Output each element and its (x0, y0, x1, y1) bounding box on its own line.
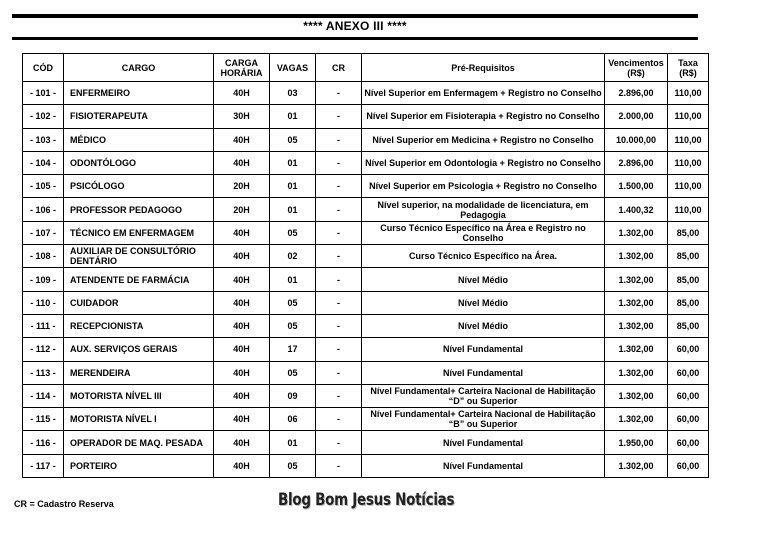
cell-cod: - 116 - (23, 431, 64, 454)
cell-cr: - (316, 221, 362, 244)
cell-taxa: 110,00 (668, 151, 709, 174)
cell-cod: - 107 - (23, 221, 64, 244)
cell-prerequisitos: Nível Fundamental (362, 431, 605, 454)
cell-cod: - 109 - (23, 268, 64, 291)
cell-vagas: 05 (270, 314, 316, 337)
col-header-vagas: VAGAS (270, 54, 316, 82)
cell-vagas: 01 (270, 105, 316, 128)
cell-cr: - (316, 431, 362, 454)
bottom-rule (12, 37, 698, 40)
col-header-cod: CÓD (23, 54, 64, 82)
cell-cod: - 113 - (23, 361, 64, 384)
cell-prerequisitos: Nível Superior em Fisioterapia + Registro no Conselho (362, 105, 605, 128)
cell-carga: 20H (214, 175, 270, 198)
cell-cod: - 106 - (23, 198, 64, 221)
cell-cargo: RECEPCIONISTA (64, 314, 214, 337)
cell-taxa: 85,00 (668, 314, 709, 337)
table-row (23, 431, 709, 454)
cell-vencimentos: 1.302,00 (605, 361, 668, 384)
cell-vagas: 05 (270, 221, 316, 244)
table-row (23, 384, 709, 407)
cell-vagas: 03 (270, 82, 316, 105)
cell-cod: - 110 - (23, 291, 64, 314)
cell-carga: 40H (214, 314, 270, 337)
cell-carga: 40H (214, 82, 270, 105)
cell-cr: - (316, 245, 362, 268)
cell-taxa: 85,00 (668, 268, 709, 291)
cell-vagas: 01 (270, 175, 316, 198)
cell-cargo: FISIOTERAPEUTA (64, 105, 214, 128)
cell-prerequisitos: Nível Fundamental+ Carteira Nacional de Habilitação “B” ou Superior (362, 408, 605, 431)
cell-taxa: 110,00 (668, 82, 709, 105)
cell-cod: - 105 - (23, 175, 64, 198)
cell-taxa: 110,00 (668, 175, 709, 198)
cell-cr: - (316, 384, 362, 407)
watermark: Blog Bom Jesus Notícias (278, 490, 455, 510)
cell-vagas: 01 (270, 268, 316, 291)
cell-taxa: 85,00 (668, 221, 709, 244)
cell-taxa: 60,00 (668, 454, 709, 477)
cell-taxa: 60,00 (668, 431, 709, 454)
cell-prerequisitos: Nível Superior em Enfermagem + Registro no Conselho (362, 82, 605, 105)
cell-prerequisitos: Nível Superior em Medicina + Registro no Conselho (362, 128, 605, 151)
cell-prerequisitos: Nível Médio (362, 314, 605, 337)
cell-vencimentos: 2.896,00 (605, 82, 668, 105)
table-row (23, 338, 709, 361)
cell-carga: 30H (214, 105, 270, 128)
cell-cargo: ENFERMEIRO (64, 82, 214, 105)
cell-carga: 40H (214, 384, 270, 407)
cell-cargo: MOTORISTA NÍVEL III (64, 384, 214, 407)
col-header-vencimentos: Vencimentos (R$) (605, 54, 668, 82)
cell-taxa: 110,00 (668, 105, 709, 128)
cell-vencimentos: 1.302,00 (605, 384, 668, 407)
cell-cr: - (316, 361, 362, 384)
table-row (23, 198, 709, 221)
cell-cod: - 114 - (23, 384, 64, 407)
cell-prerequisitos: Nível Superior em Psicologia + Registro no Conselho (362, 175, 605, 198)
cell-cargo: PSICÓLOGO (64, 175, 214, 198)
table-row (23, 82, 709, 105)
cell-cr: - (316, 291, 362, 314)
cell-cargo: CUIDADOR (64, 291, 214, 314)
header-row (23, 54, 709, 82)
cell-prerequisitos: Nível Fundamental+ Carteira Nacional de Habilitação “D” ou Superior (362, 384, 605, 407)
table-row (23, 245, 709, 268)
cell-taxa: 110,00 (668, 128, 709, 151)
cell-vencimentos: 1.302,00 (605, 338, 668, 361)
cell-prerequisitos: Nível Superior em Odontologia + Registro no Conselho (362, 151, 605, 174)
cell-vencimentos: 2.000,00 (605, 105, 668, 128)
cell-cr: - (316, 268, 362, 291)
table-row (23, 175, 709, 198)
cell-carga: 40H (214, 408, 270, 431)
cell-cargo: AUXILIAR DE CONSULTÓRIO DENTÁRIO (64, 245, 214, 268)
footnote: CR = Cadastro Reserva (14, 499, 114, 509)
cell-cod: - 117 - (23, 454, 64, 477)
cell-vencimentos: 1.302,00 (605, 245, 668, 268)
cell-prerequisitos: Nível Fundamental (362, 361, 605, 384)
cell-cargo: MERENDEIRA (64, 361, 214, 384)
cell-carga: 40H (214, 291, 270, 314)
table-row (23, 454, 709, 477)
cell-carga: 40H (214, 338, 270, 361)
cell-vagas: 05 (270, 291, 316, 314)
annex-title: **** ANEXO III **** (303, 19, 407, 33)
cell-vagas: 06 (270, 408, 316, 431)
cell-vencimentos: 2.896,00 (605, 151, 668, 174)
cell-prerequisitos: Nível superior, na modalidade de licenciatura, em Pedagogia (362, 198, 605, 221)
top-rule (12, 14, 698, 18)
cell-vagas: 09 (270, 384, 316, 407)
cell-taxa: 110,00 (668, 198, 709, 221)
cell-vagas: 01 (270, 431, 316, 454)
positions-table (22, 53, 709, 478)
cell-prerequisitos: Nível Fundamental (362, 454, 605, 477)
cell-cod: - 103 - (23, 128, 64, 151)
cell-taxa: 60,00 (668, 361, 709, 384)
cell-prerequisitos: Nível Fundamental (362, 338, 605, 361)
col-header-cargo: CARGO (64, 54, 214, 82)
table-row (23, 151, 709, 174)
table-row (23, 105, 709, 128)
cell-vagas: 05 (270, 361, 316, 384)
cell-carga: 40H (214, 151, 270, 174)
col-header-carga: CARGA HORÁRIA (214, 54, 270, 82)
cell-vencimentos: 1.302,00 (605, 268, 668, 291)
cell-carga: 40H (214, 128, 270, 151)
cell-prerequisitos: Curso Técnico Específico na Área e Registro no Conselho (362, 221, 605, 244)
cell-cargo: PROFESSOR PEDAGOGO (64, 198, 214, 221)
cell-cargo: ODONTÓLOGO (64, 151, 214, 174)
cell-cr: - (316, 338, 362, 361)
cell-cr: - (316, 175, 362, 198)
cell-cod: - 112 - (23, 338, 64, 361)
cell-cargo: OPERADOR DE MAQ. PESADA (64, 431, 214, 454)
cell-vagas: 17 (270, 338, 316, 361)
cell-taxa: 60,00 (668, 338, 709, 361)
cell-vagas: 02 (270, 245, 316, 268)
cell-carga: 40H (214, 268, 270, 291)
cell-prerequisitos: Nível Médio (362, 291, 605, 314)
cell-vencimentos: 1.302,00 (605, 221, 668, 244)
cell-cargo: TÉCNICO EM ENFERMAGEM (64, 221, 214, 244)
col-header-taxa: Taxa (R$) (668, 54, 709, 82)
cell-cr: - (316, 198, 362, 221)
cell-carga: 40H (214, 221, 270, 244)
cell-carga: 40H (214, 431, 270, 454)
cell-cr: - (316, 128, 362, 151)
cell-cod: - 108 - (23, 245, 64, 268)
cell-cargo: MOTORISTA NÍVEL I (64, 408, 214, 431)
cell-taxa: 85,00 (668, 291, 709, 314)
cell-vencimentos: 1.302,00 (605, 291, 668, 314)
cell-cargo: PORTEIRO (64, 454, 214, 477)
cell-cod: - 115 - (23, 408, 64, 431)
cell-vagas: 01 (270, 198, 316, 221)
cell-carga: 40H (214, 245, 270, 268)
cell-cod: - 102 - (23, 105, 64, 128)
cell-taxa: 60,00 (668, 408, 709, 431)
cell-vencimentos: 10.000,00 (605, 128, 668, 151)
table-row (23, 268, 709, 291)
cell-carga: 40H (214, 454, 270, 477)
cell-cod: - 104 - (23, 151, 64, 174)
cell-cr: - (316, 314, 362, 337)
cell-vencimentos: 1.950,00 (605, 431, 668, 454)
cell-cargo: AUX. SERVIÇOS GERAIS (64, 338, 214, 361)
cell-vagas: 05 (270, 128, 316, 151)
cell-vagas: 05 (270, 454, 316, 477)
cell-cod: - 111 - (23, 314, 64, 337)
cell-taxa: 60,00 (668, 384, 709, 407)
table-row (23, 221, 709, 244)
table-row (23, 314, 709, 337)
table-row (23, 361, 709, 384)
cell-cr: - (316, 454, 362, 477)
cell-cod: - 101 - (23, 82, 64, 105)
cell-cr: - (316, 105, 362, 128)
cell-vencimentos: 1.302,00 (605, 454, 668, 477)
cell-vagas: 01 (270, 151, 316, 174)
cell-cargo: ATENDENTE DE FARMÁCIA (64, 268, 214, 291)
cell-vencimentos: 1.302,00 (605, 408, 668, 431)
col-header-cr: CR (316, 54, 362, 82)
cell-taxa: 85,00 (668, 245, 709, 268)
col-header-prerequisitos: Pré-Requisitos (362, 54, 605, 82)
cell-vencimentos: 1.500,00 (605, 175, 668, 198)
table-row (23, 128, 709, 151)
cell-cr: - (316, 408, 362, 431)
table-row (23, 291, 709, 314)
cell-prerequisitos: Curso Técnico Específico na Área. (362, 245, 605, 268)
cell-vencimentos: 1.400,32 (605, 198, 668, 221)
table-body (23, 82, 709, 478)
cell-cr: - (316, 151, 362, 174)
cell-carga: 40H (214, 361, 270, 384)
cell-prerequisitos: Nível Médio (362, 268, 605, 291)
table-row (23, 408, 709, 431)
cell-cr: - (316, 82, 362, 105)
cell-cargo: MÉDICO (64, 128, 214, 151)
cell-carga: 20H (214, 198, 270, 221)
cell-vencimentos: 1.302,00 (605, 314, 668, 337)
